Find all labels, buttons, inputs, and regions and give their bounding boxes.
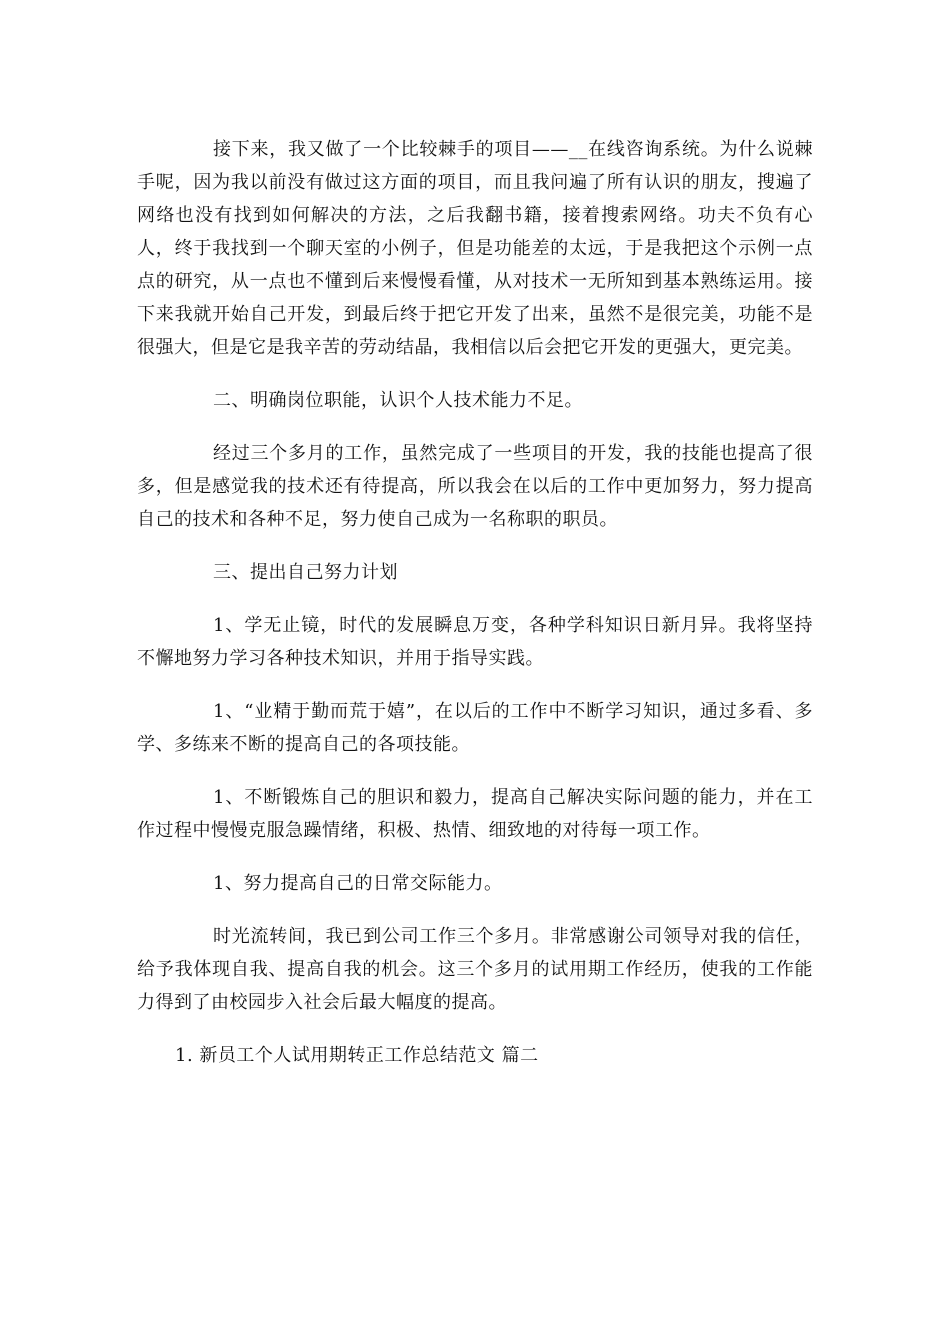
plan-item-1: 1、学无止镜，时代的发展瞬息万变，各种学科知识日新月异。我将坚持不懈地努力学习各种技术知识，并用于指导实践。 [137, 615, 813, 669]
plan-item-4: 1、努力提高自己的日常交际能力。 [213, 873, 503, 894]
document-body [137, 133, 813, 1072]
paragraph-summary: 时光流转间，我已到公司工作三个多月。非常感谢公司领导对我的信任，给予我体现自我、提高自我的机会。这三个多月的试用期工作经历，使我的工作能力得到了由校园步入社会后最大幅度的提高。 [137, 926, 813, 1013]
plan-item-2: 1、“业精于勤而荒于嬉”，在以后的工作中不断学习知识，通过多看、多学、多练来不断的提高自己的各项技能。 [137, 701, 813, 755]
next-article-title: 1. 新员工个人试用期转正工作总结范文 篇二 [175, 1045, 539, 1066]
plan-item-3: 1、不断锻炼自己的胆识和毅力，提高自己解决实际问题的能力，并在工作过程中慢慢克服急躁情绪，积极、热情、细致地的对待每一项工作。 [137, 787, 813, 841]
section-heading-2: 二、明确岗位职能，认识个人技术能力不足。 [213, 390, 583, 411]
paragraph-skills: 经过三个多月的工作，虽然完成了一些项目的开发，我的技能也提高了很多，但是感觉我的技术还有待提高，所以我会在以后的工作中更加努力，努力提高自己的技术和各种不足，努力使自己成为一名称职的职员。 [137, 443, 813, 530]
paragraph-project: 接下来，我又做了一个比较棘手的项目——__在线咨询系统。为什么说棘手呢，因为我以前没有做过这方面的项目，而且我问遍了所有认识的朋友，搜遍了网络也没有找到如何解决的方法，之后我翻书籍，接着搜索网络。功夫不负有心人，终于我找到一个聊天室的小例子，但是功能差的太远，于是我把这个示例一点点的研究，从一点也不懂到后来慢慢看懂，从对技术一无所知到基本熟练运用。接下来我就开始自己开发，到最后终于把它开发了出来，虽然不是很完美，功能不是很强大，但是它是我辛苦的劳动结晶，我相信以后会把它开发的更强大，更完美。 [137, 139, 813, 358]
section-heading-3: 三、提出自己努力计划 [213, 562, 398, 583]
